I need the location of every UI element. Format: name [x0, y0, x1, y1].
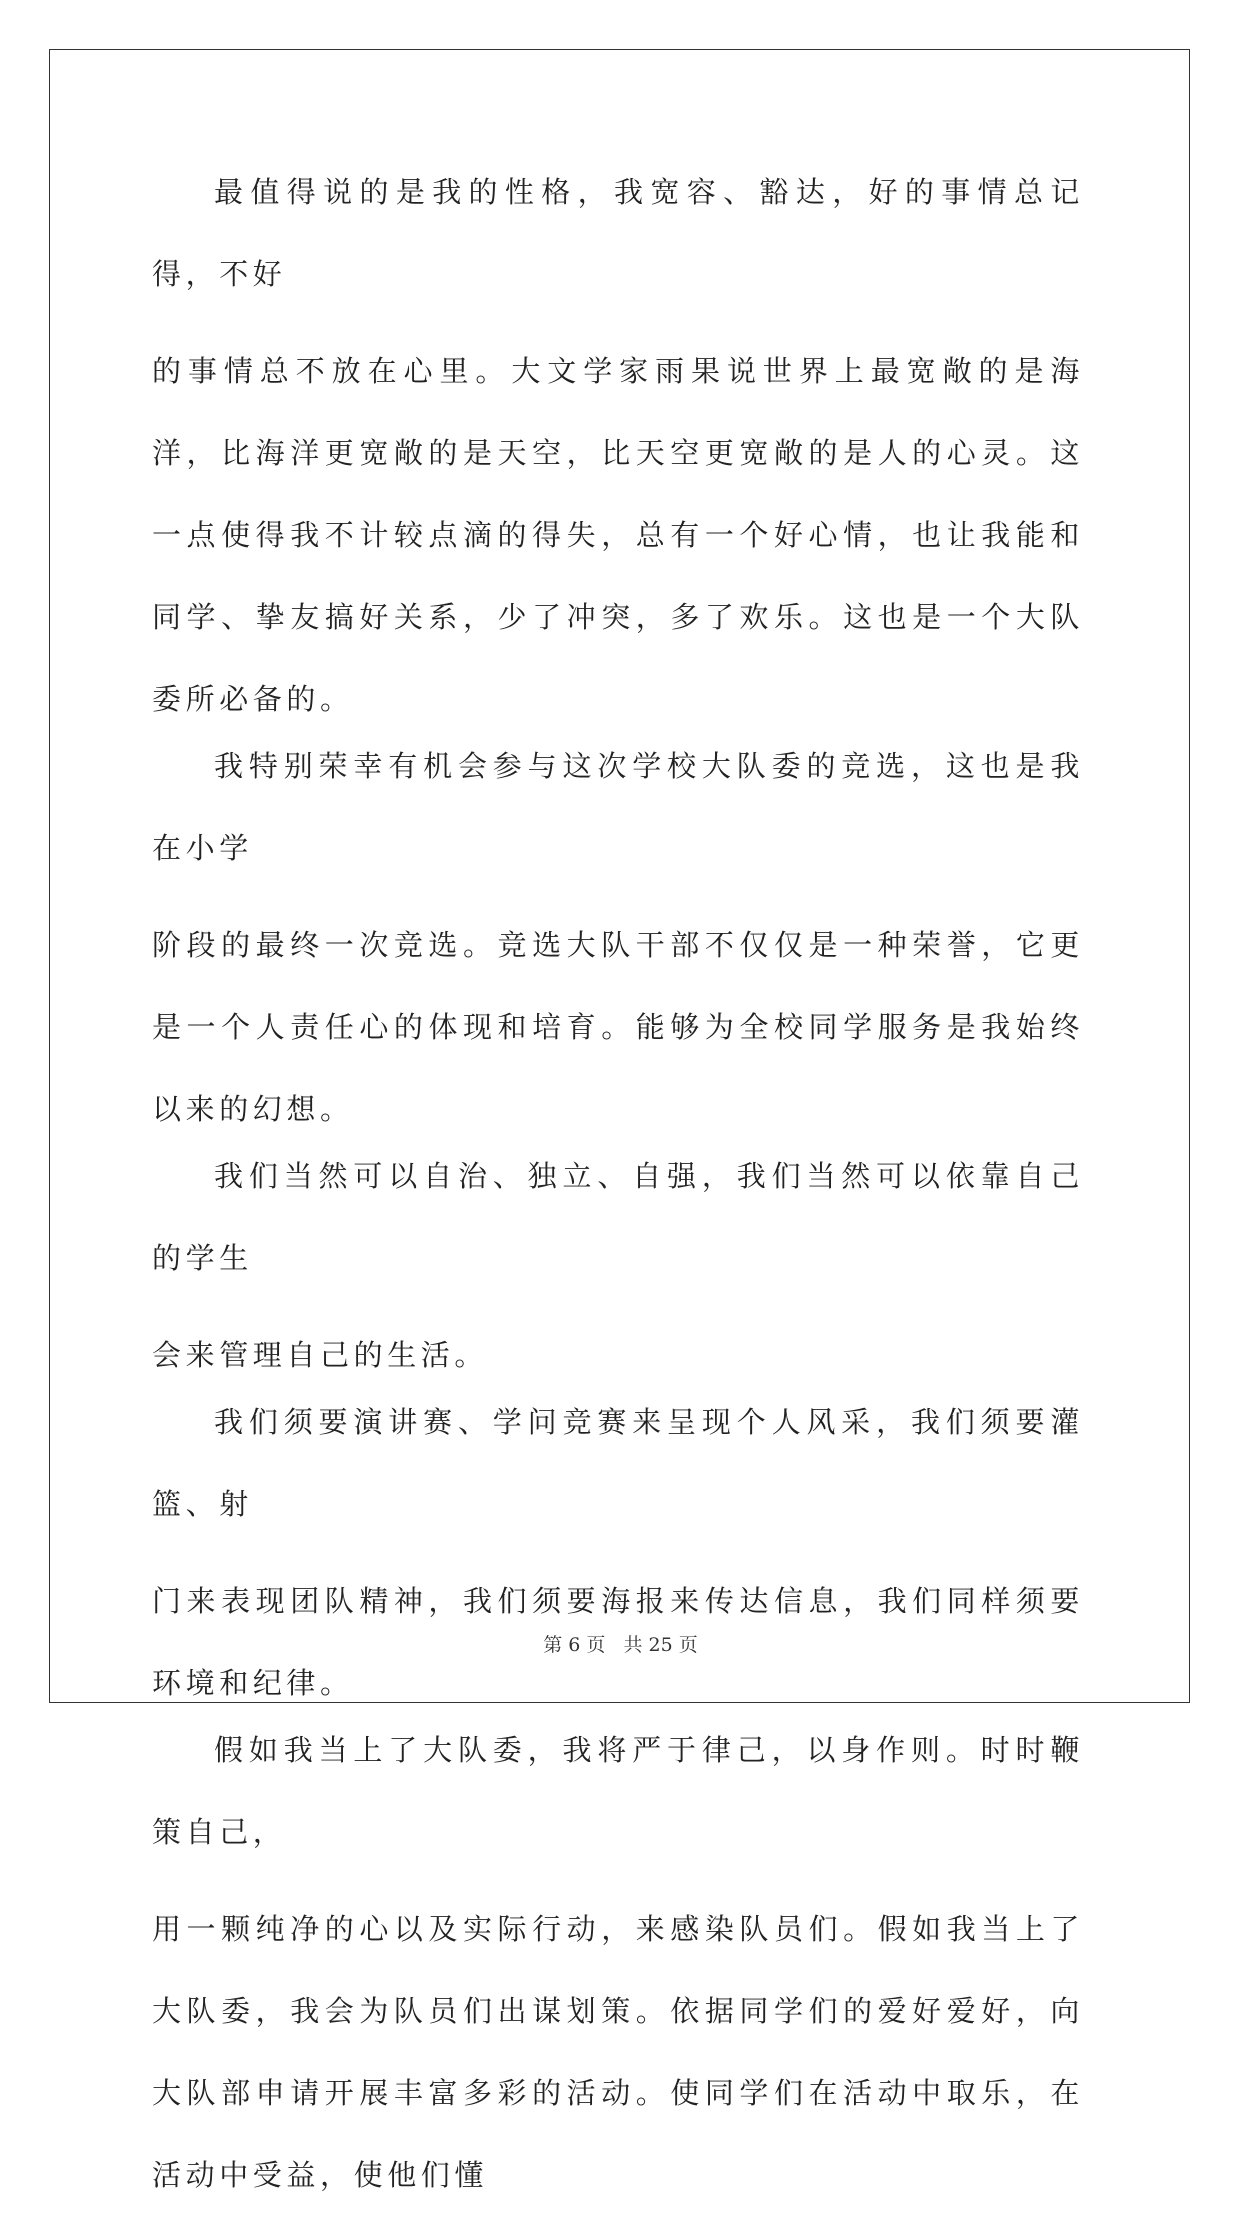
paragraph-3 — [152, 1135, 1084, 1396]
text-line: 的事情总不放在心里。大文学家雨果说世界上最宽敞的是海洋，比海 — [152, 354, 1084, 470]
text-line: 较点滴的得失，总有一个好心情，也让我能和同学、挚友搞好关系， — [152, 518, 1084, 634]
text-line: 我们当然可以自治、独立、自强，我们当然可以依靠自己的学生 — [152, 1159, 1084, 1275]
text-line: 人责任心的体现和培育。能够为全校同学服务是我始终以来的幻想。 — [152, 1010, 1084, 1126]
text-line: 最值得说的是我的性格，我宽容、豁达，好的事情总记得，不好 — [152, 175, 1084, 291]
text-line: 我特别荣幸有机会参与这次学校大队委的竞选，这也是我在小学 — [152, 749, 1084, 865]
text-line: 丰富多彩的活动。使同学们在活动中取乐，在活动中受益，使他们懂 — [152, 2076, 1084, 2192]
text-line: 会来管理自己的生活。 — [152, 1338, 489, 1372]
page-footer — [0, 1630, 1241, 1657]
text-line: 少了冲突，多了欢乐。这也是一个大队委所必备的。 — [152, 600, 1084, 716]
document-body — [152, 166, 1084, 2216]
text-line: 纪律。 — [252, 1666, 354, 1700]
text-line: 洋更宽敞的是天空，比天空更宽敞的是人的心灵。这一点使得我不计 — [152, 436, 1084, 552]
page-number: 第 6 页 — [543, 1634, 606, 1656]
paragraph-1 — [152, 151, 1084, 740]
paragraph-4 — [152, 1381, 1084, 1724]
paragraph-2 — [152, 725, 1084, 1150]
text-line: 假如我当上了大队委，我将严于律己，以身作则。时时鞭策自己， — [152, 1733, 1084, 1849]
text-line: 阶段的最终一次竞选。竞选大队干部不仅仅是一种荣誉，它更是一个 — [152, 928, 1084, 1044]
text-line: 用一颗纯净的心以及实际行动，来感染队员们。假如我当上了大队委， — [152, 1912, 1084, 2028]
paragraph-5 — [152, 1709, 1084, 2216]
page-total: 共 25 页 — [623, 1634, 698, 1656]
text-line: 我会为队员们出谋划策。依据同学们的爱好爱好，向大队部申请开展 — [152, 1994, 1084, 2110]
text-line: 门来表现团队精神，我们须要海报来传达信息，我们同样须要环境和 — [152, 1584, 1084, 1700]
text-line: 我们须要演讲赛、学问竞赛来呈现个人风采，我们须要灌篮、射 — [152, 1405, 1084, 1521]
